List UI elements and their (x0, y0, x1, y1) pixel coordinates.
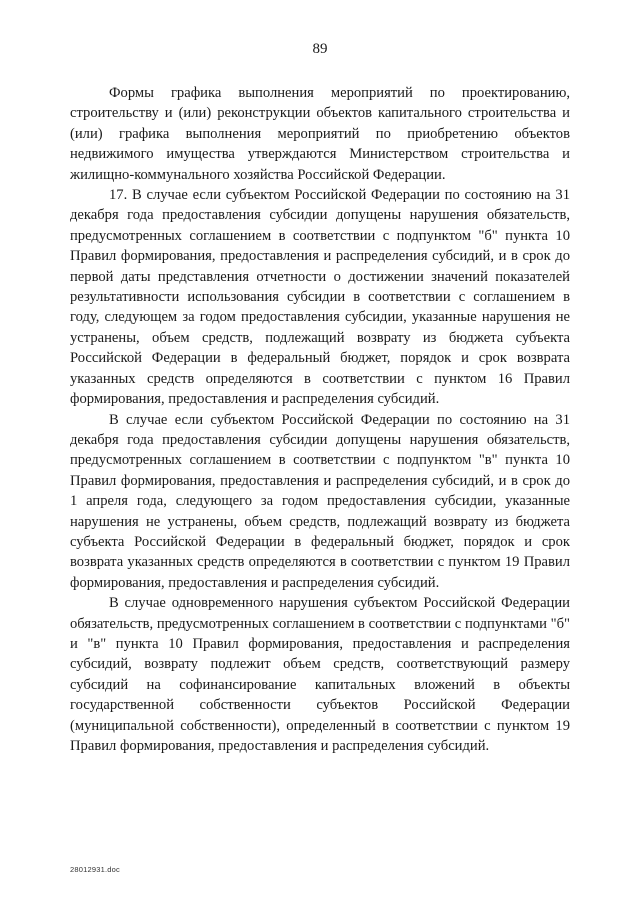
document-body (70, 83, 570, 756)
footer-document-code: 28012931.doc (70, 865, 120, 874)
paragraph-item-17: 17. В случае если субъектом Российской Федерации по состоянию на 31 декабря года предоставления субсидии допущены нарушения обязательств, предусмотренных соглашением в соответствии с подпунктом "б" пункта 10 Правил формирования, предоставления и распределения субсидий, и в срок до первой даты представления отчетности о достижении значений показателей результативности использования субсидии в соответствии с соглашением в году, следующем за годом предоставления субсидии, указанные нарушения не устранены, объем средств, подлежащий возврату из бюджета субъекта Российской Федерации в федеральный бюджет, порядок и срок возврата указанных средств определяются в соответствии с пунктом 16 Правил формирования, предоставления и распределения субсидий. (70, 187, 570, 408)
paragraph-forms-approval: Формы графика выполнения мероприятий по проектированию, строительству и (или) реконструкции объектов капитального строительства и (или) графика выполнения мероприятий по приобретению объектов недвижимого имущества утверждаются Министерством строительства и жилищно-коммунального хозяйства Российской Федерации. (70, 85, 570, 183)
paragraph-violation-v: В случае если субъектом Российской Федерации по состоянию на 31 декабря года предоставления субсидии допущены нарушения обязательств, предусмотренных соглашением в соответствии с подпунктом "в" пункта 10 Правил формирования, предоставления и распределения субсидий, и в срок до 1 апреля года, следующего за годом предоставления субсидии, указанные нарушения не устранены, объем средств, подлежащий возврату из бюджета субъекта Российской Федерации в федеральный бюджет, порядок и срок возврата указанных средств определяются в соответствии с пунктом 19 Правил формирования, предоставления и распределения субсидий. (70, 411, 570, 591)
page-number: 89 (312, 41, 328, 57)
paragraph-simultaneous-violation: В случае одновременного нарушения субъектом Российской Федерации обязательств, предусмотренных соглашением в соответствии с подпунктами "б" и "в" пункта 10 Правил формирования, предоставления и распределения субсидий, возврату подлежит объем средств, соответствующий размеру субсидий на софинансирование капитальных вложений в объекты государственной собственности субъектов Российской Федерации (муниципальной собственности), определенный в соответствии с пунктом 19 Правил формирования, предоставления и распределения субсидий. (70, 595, 570, 754)
